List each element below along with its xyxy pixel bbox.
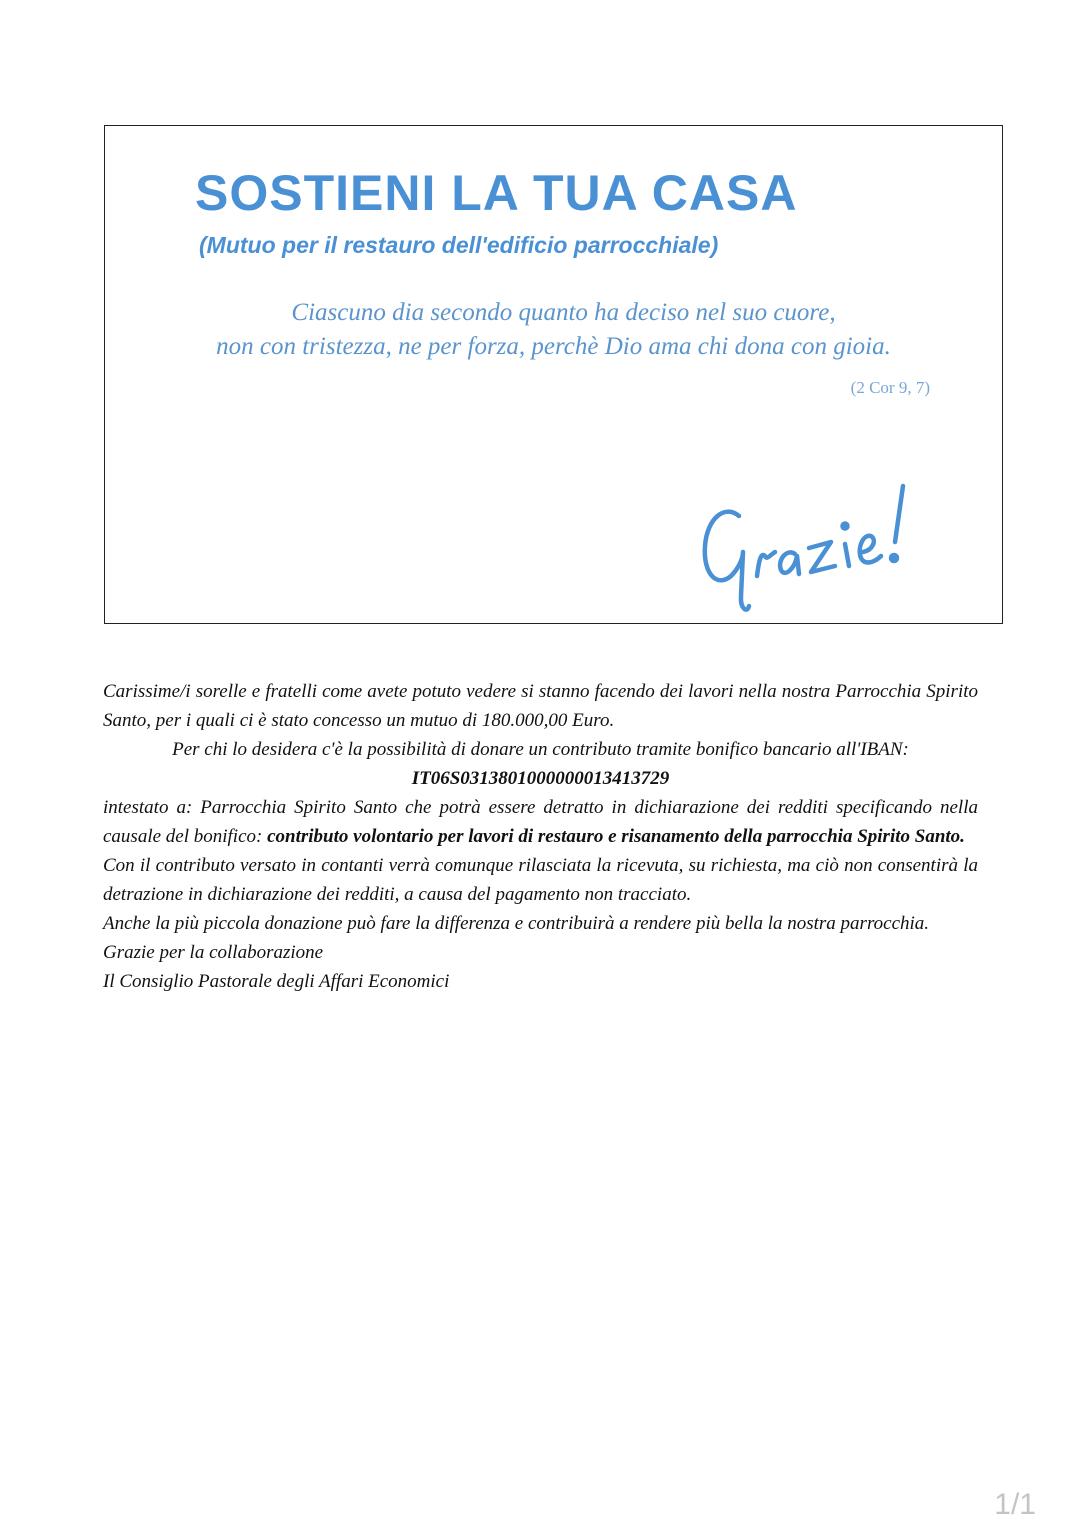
letter-body — [103, 677, 978, 996]
bible-verse — [105, 296, 1002, 364]
causale-intro: intestato a: Parrocchia Spirito Santo che potrà essere detratto in dichiarazione dei redditi specificando nella causale del bonifico: — [103, 797, 978, 847]
verse-line-2: non con tristezza, ne per forza, perchè Dio ama chi dona con gioia. — [216, 333, 891, 360]
letter-paragraph-3 — [103, 793, 978, 851]
page-counter: 1/1 — [994, 1488, 1036, 1521]
grazie-handwritten-signature — [695, 456, 955, 626]
letter-paragraph-5: Anche la più piccola donazione può fare la differenza e contribuirà a rendere più bella la nostra parrocchia. — [103, 913, 930, 934]
verse-line-1: Ciascuno dia secondo quanto ha deciso nel suo cuore, — [291, 299, 836, 326]
letter-paragraph-4: Con il contributo versato in contanti verrà comunque rilasciata la ricevuta, su richiesta, ma ciò non consentirà la detrazione in dichiarazione dei redditi, a causa del pagamento non tracciato. — [103, 855, 978, 905]
letter-signature: Il Consiglio Pastorale degli Affari Economici — [103, 971, 450, 992]
letter-closing: Grazie per la collaborazione — [103, 942, 324, 963]
iban-code: IT06S0313801000000013413729 — [411, 768, 670, 789]
verse-reference: (2 Cor 9, 7) — [850, 378, 930, 397]
letter-paragraph-1: Carissime/i sorelle e fratelli come avete potuto vedere si stanno facendo dei lavori nella nostra Parrocchia Spirito Santo, per i quali ci è stato concesso un mutuo di 180.000,00 Euro. — [103, 681, 978, 731]
causale-text: contributo volontario per lavori di restauro e risanamento della parrocchia Spirito Santo. — [267, 826, 965, 847]
banner-image — [104, 125, 1003, 624]
banner-title: SOSTIENI LA TUA CASA — [195, 165, 798, 221]
banner-subtitle: (Mutuo per il restauro dell'edificio parrocchiale) — [199, 232, 719, 258]
letter-paragraph-2: Per chi lo desidera c'è la possibilità di donare un contributo tramite bonifico bancario all'IBAN: — [172, 739, 909, 760]
